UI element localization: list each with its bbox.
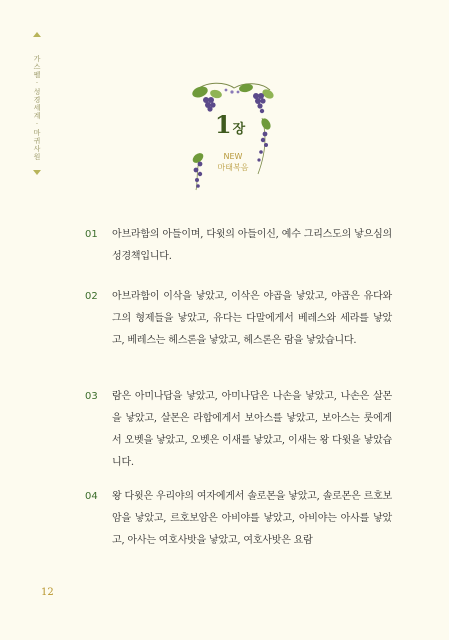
triangle-up-icon [33,32,41,37]
page-number: 12 [41,587,54,598]
verse-text: 아브라함이 이삭을 낳았고, 이삭은 야곱을 낳았고, 야곱은 유다와 그의 형제들을 낳았고, 유다는 다말에게서 베레스와 세라를 낳았고, 베레스는 헤스론을 낳았고, 헤스론은 람을 낳았습니다. [112,291,392,346]
running-header: 가스펠·성경세계·마귀사원 [30,38,44,178]
testament-label: NEW [223,152,243,161]
verse-text: 왕 다윗은 우리야의 여자에게서 솔로몬을 낳았고, 솔로몬은 르호보암을 낳았고, 르호보암은 아비야를 낳았고, 아비야는 아사를 낳았고, 아사는 여호사밧을 낳았고, 여호사밧은 요람 [112,491,392,546]
chapter-suffix: 장 [232,122,246,137]
verse-text: 람은 아미나답을 낳았고, 아미나답은 나손을 낳았고, 나손은 살몬을 낳았고, 살몬은 라합에게서 보아스를 낳았고, 보아스는 룻에게서 오벳을 낳았고, 오벳은 이새를 낳았고, 이새는 왕 다윗을 낳았습니다. [112,391,392,468]
verse-number: 04 [85,491,98,502]
chapter-number: 1 [214,110,232,139]
triangle-down-icon [33,170,41,175]
verse-number: 01 [85,229,98,240]
book-label [210,151,256,173]
chapter-heading [210,110,250,139]
book-name: 마태복음 [217,163,249,172]
verse-number: 02 [85,291,98,302]
verse-number: 03 [85,391,98,402]
verse-text: 아브라함의 아들이며, 다윗의 아들이신, 예수 그리스도의 낳으심의 성경책입니다. [112,229,392,262]
